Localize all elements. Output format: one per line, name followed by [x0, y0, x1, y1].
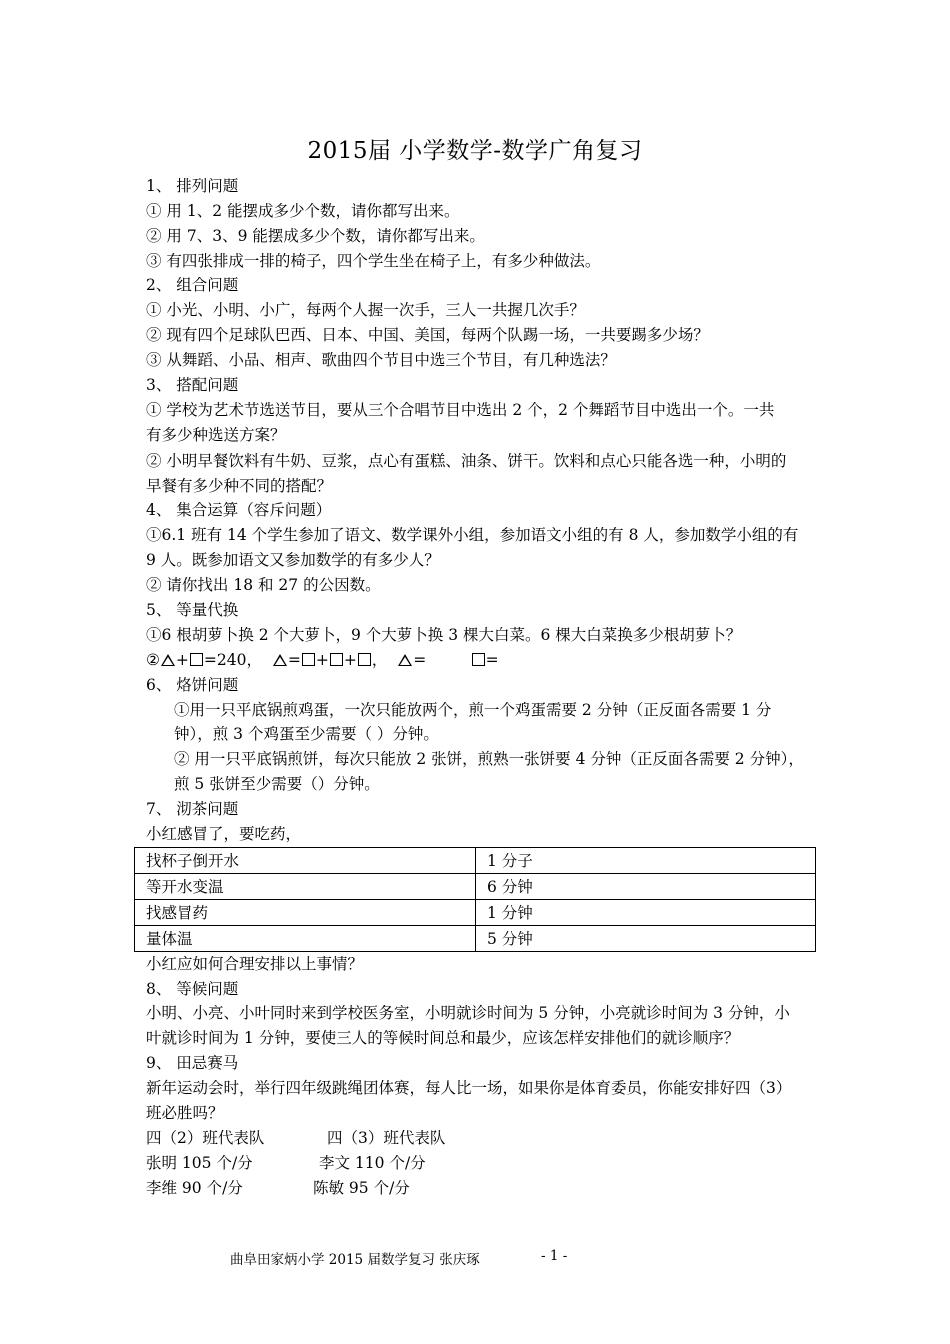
- question-line: ①6 根胡萝卜换 2 个大萝卜，9 个大萝卜换 3 棵大白菜。6 棵大白菜换多少根胡萝卜？: [146, 626, 742, 644]
- page-number: - 1 -: [541, 1248, 568, 1264]
- section-heading-tea: 7、 沏茶问题: [146, 800, 239, 818]
- team-left-player: 张明 105 个/分: [146, 1154, 253, 1172]
- question-line: ③ 从舞蹈、小品、相声、歌曲四个节目中选三个节目，有几种选法？: [146, 351, 616, 369]
- table-row: [135, 848, 816, 874]
- square-icon: [190, 653, 203, 666]
- question-line: 煎 5 张饼至少需要（）分钟。: [174, 775, 380, 793]
- section-heading-pancake: 6、 烙饼问题: [146, 676, 239, 694]
- table-row: [135, 900, 816, 926]
- section-heading-sets: 4、 集合运算（容斥问题）: [146, 501, 332, 519]
- section-heading-substitution: 5、 等量代换: [146, 601, 239, 619]
- team-left-player: 李维 90 个/分: [146, 1179, 243, 1197]
- square-icon: [302, 653, 315, 666]
- section-heading-matching: 3、 搭配问题: [146, 376, 239, 394]
- team-right-header: 四（3）班代表队: [327, 1129, 446, 1147]
- square-icon: [358, 653, 371, 666]
- question-line: ② 用一只平底锅煎饼，每次只能放 2 张饼，煎熟一张饼要 4 分钟（正反面各需要 2 分钟），: [174, 750, 804, 768]
- task-cell: 等开水变温: [135, 874, 476, 900]
- time-cell: 6 分钟: [476, 874, 816, 900]
- equals-sign: =: [287, 651, 301, 669]
- task-cell: 找感冒药: [135, 900, 476, 926]
- triangle-icon: [161, 654, 175, 666]
- square-icon: [472, 653, 485, 666]
- section-heading-waiting: 8、 等候问题: [146, 980, 239, 998]
- question-line: ② 现有四个足球队巴西、日本、中国、美国，每两个队踢一场，一共要踢多少场？: [146, 326, 709, 344]
- question-line: ① 学校为艺术节选送节目，要从三个合唱节目中选出 2 个，2 个舞蹈节目中选出一个。一共: [146, 401, 775, 419]
- equation-prefix: ②: [146, 651, 160, 669]
- question-line: 小红应如何合理安排以上事情？: [146, 955, 364, 973]
- question-line: ③ 有四张排成一排的椅子，四个学生坐在椅子上，有多少种做法。: [146, 252, 601, 270]
- question-line: ①用一只平底锅煎鸡蛋，一次只能放两个，煎一个鸡蛋需要 2 分钟（正反面各需要 1 分: [174, 701, 772, 719]
- section-heading-permutation: 1、 排列问题: [146, 177, 239, 195]
- tea-task-table: [134, 847, 816, 952]
- question-line: 小明、小亮、小叶同时来到学校医务室，小明就诊时间为 5 分钟，小亮就诊时间为 3 分钟，小: [146, 1004, 790, 1022]
- question-line: 叶就诊时间为 1 分钟，要使三人的等候时间总和最少，应该怎样安排他们的就诊顺序？: [146, 1029, 740, 1047]
- question-line: ② 小明早餐饮料有牛奶、豆浆，点心有蛋糕、油条、饼干。饮料和点心只能各选一种，小明的: [146, 452, 787, 470]
- task-cell: 量体温: [135, 926, 476, 952]
- question-line: ② 用 7、3、9 能摆成多少个数，请你都写出来。: [146, 227, 485, 245]
- equation-line: ② + =240， = + + ， = =: [146, 651, 499, 669]
- team-right-player: 李文 110 个/分: [319, 1154, 426, 1172]
- equation-value: =240，: [203, 651, 262, 669]
- team-right-player: 陈敏 95 个/分: [313, 1179, 410, 1197]
- question-line: 新年运动会时，举行四年级跳绳团体赛，每人比一场，如果你是体育委员，你能安排好四（3）: [146, 1079, 792, 1097]
- question-line: 钟），煎 3 个鸡蛋至少需要（ ）分钟。: [174, 725, 439, 743]
- page-title: 2015届 小学数学-数学广角复习: [307, 138, 643, 164]
- question-line: ① 用 1、2 能摆成多少个数，请你都写出来。: [146, 202, 460, 220]
- equals-sign: =: [413, 651, 427, 669]
- question-line: ①6.1 班有 14 个学生参加了语文、数学课外小组，参加语文小组的有 8 人，参加数学小组的有: [146, 526, 799, 544]
- table-row: [135, 926, 816, 952]
- table-row: [135, 874, 816, 900]
- section-heading-horse-race: 9、 田忌赛马: [146, 1054, 239, 1072]
- team-left-header: 四（2）班代表队: [146, 1129, 265, 1147]
- question-line: 小红感冒了，要吃药，: [146, 825, 302, 843]
- triangle-icon: [273, 654, 287, 666]
- time-cell: 5 分钟: [476, 926, 816, 952]
- time-cell: 1 分子: [476, 848, 816, 874]
- comma: ，: [371, 651, 388, 669]
- equals-sign: =: [485, 651, 499, 669]
- question-line: 班必胜吗？: [146, 1104, 224, 1122]
- square-icon: [330, 653, 343, 666]
- question-line: ② 请你找出 18 和 27 的公因数。: [146, 576, 381, 594]
- section-heading-combination: 2、 组合问题: [146, 276, 239, 294]
- question-line: 9 人。既参加语文又参加数学的有多少人？: [146, 551, 440, 569]
- time-cell: 1 分钟: [476, 900, 816, 926]
- footer-text: 曲阜田家炳小学 2015 届数学复习 张庆琢: [230, 1252, 480, 1268]
- task-cell: 找杯子倒开水: [135, 848, 476, 874]
- question-line: 早餐有多少种不同的搭配？: [146, 477, 333, 495]
- question-line: ① 小光、小明、小广，每两个人握一次手，三人一共握几次手？: [146, 301, 585, 319]
- question-line: 有多少种选送方案？: [146, 426, 286, 444]
- triangle-icon: [398, 654, 412, 666]
